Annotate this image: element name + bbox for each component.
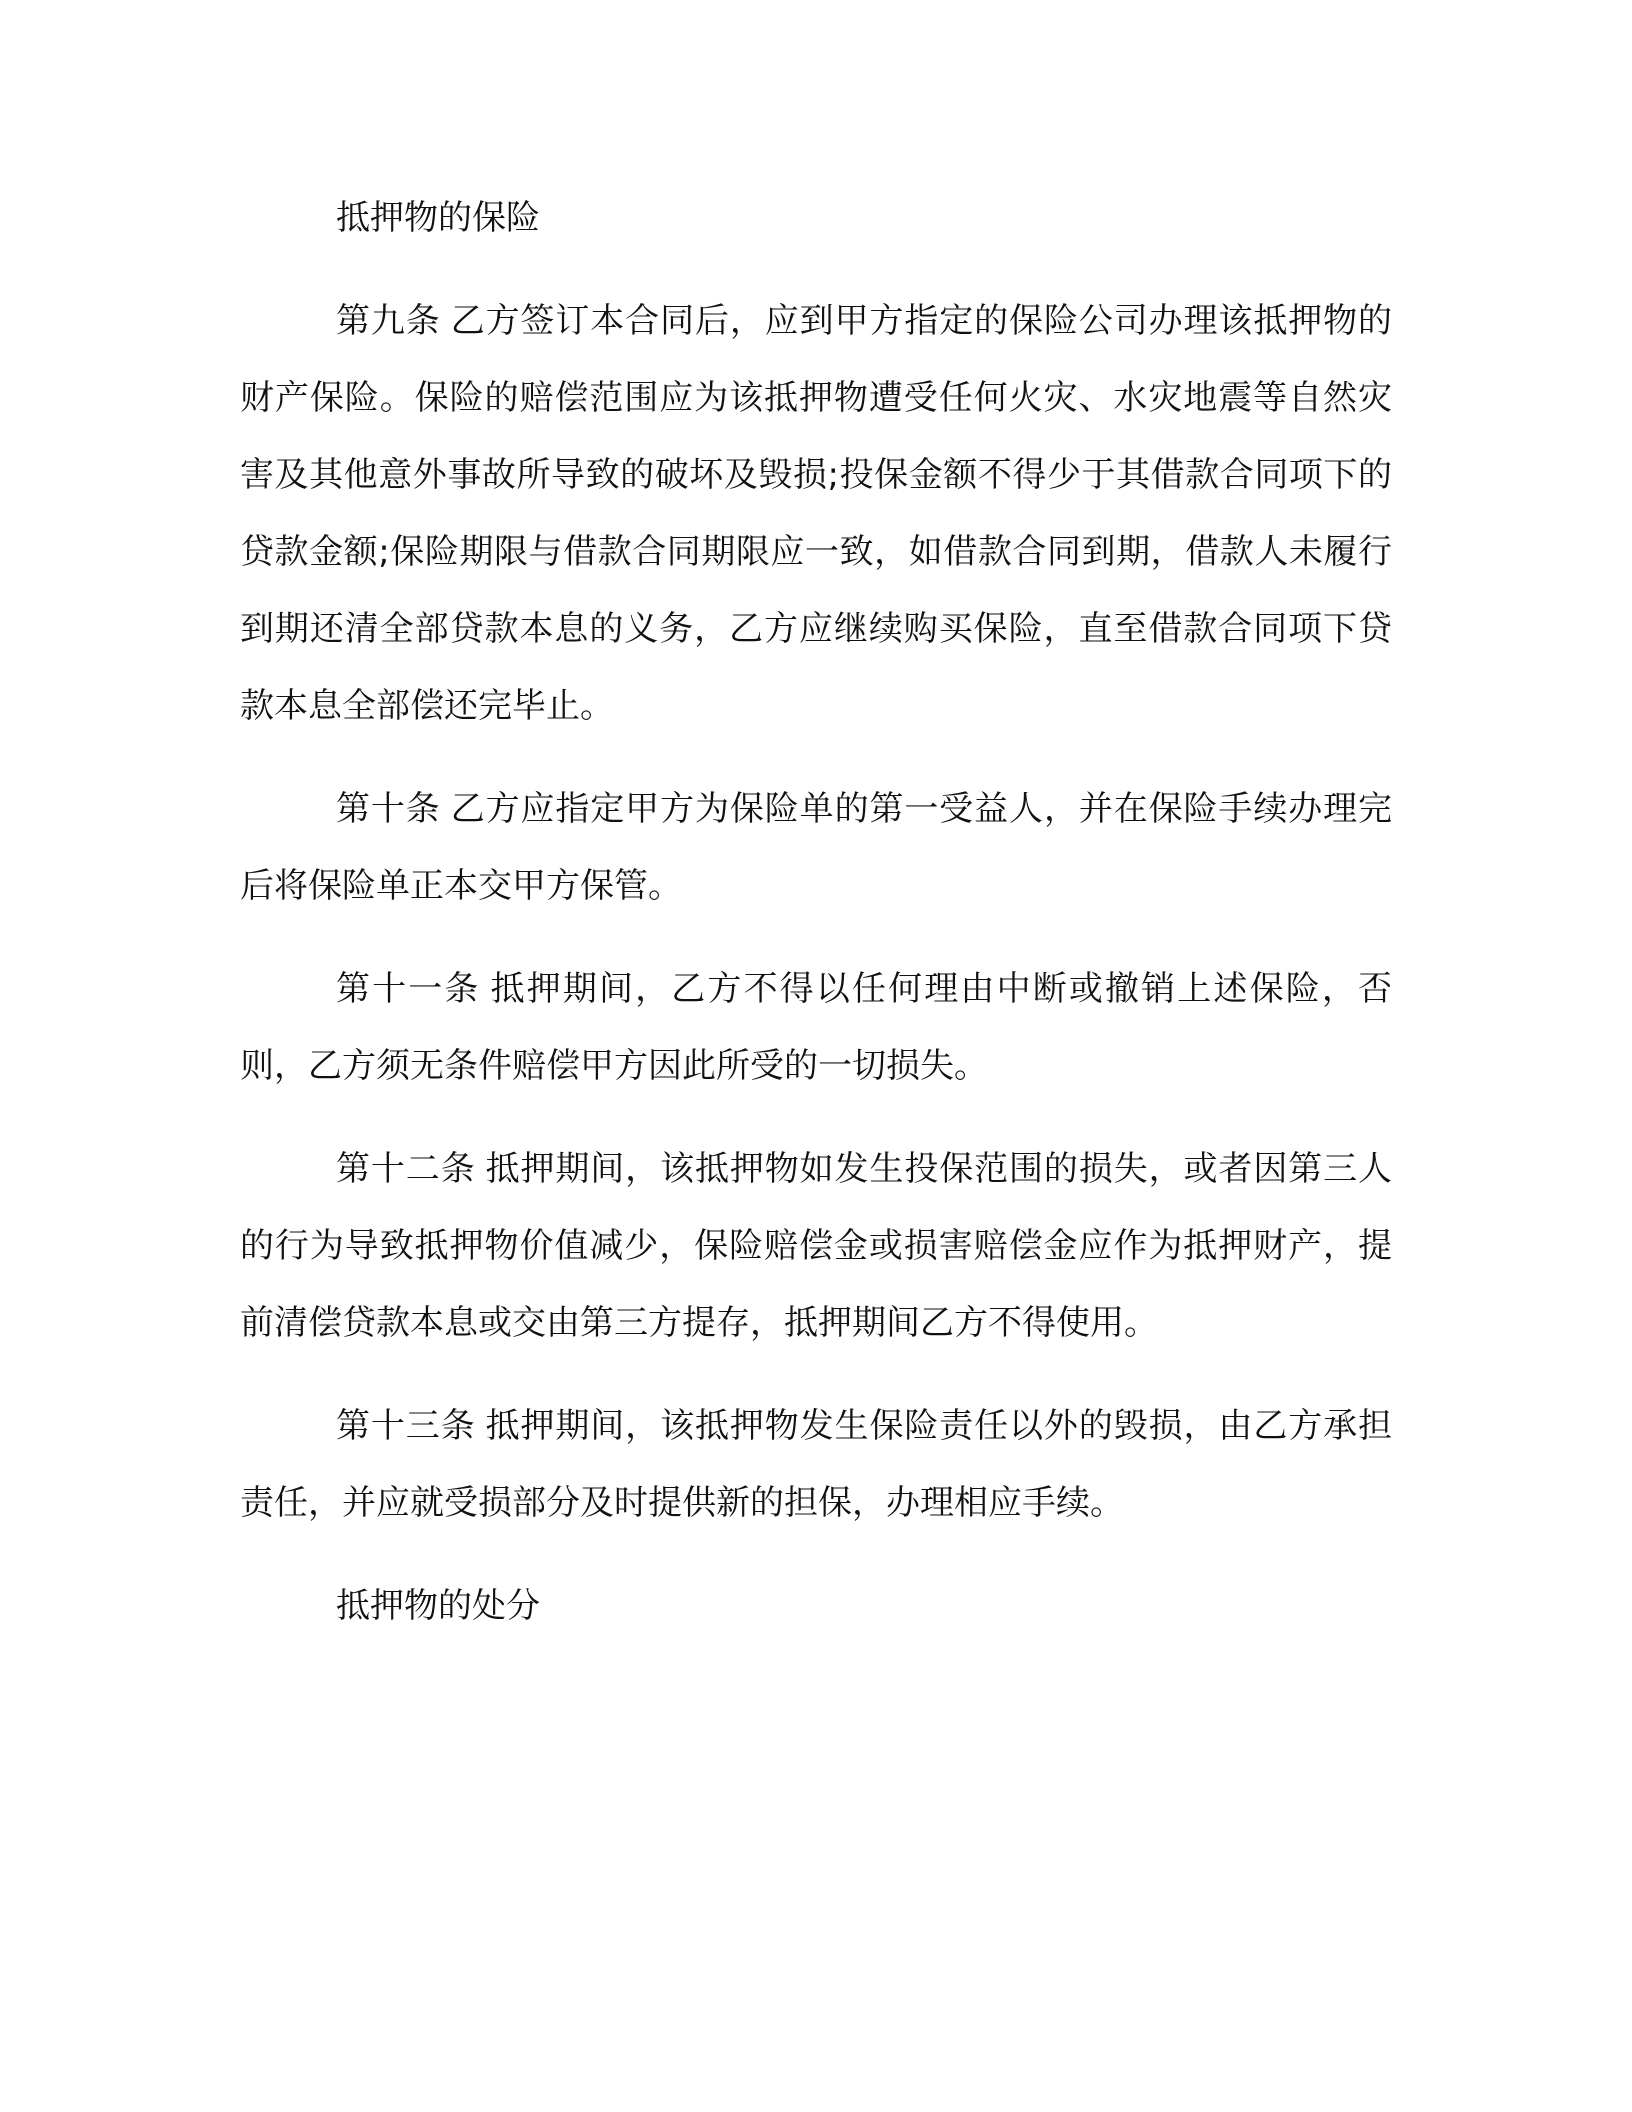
article-text: 乙方签订本合同后，应到甲方指定的保险公司办理该抵押物的财产保险。保险的赔偿范围应为该抵押物遭受任何火灾、水灾地震等自然灾害及其他意外事故所导致的破坏及毁损;投保金额不得少于其借款合同项下的贷款金额;保险期限与借款合同期限应一致，如借款合同到期，借款人未履行到期还清全部贷款本息的义务，乙方应继续购买保险，直至借款合同项下贷款本息全部偿还完毕止。 — [240, 301, 1393, 726]
article-text: 抵押期间，该抵押物如发生投保范围的损失，或者因第三人的行为导致抵押物价值减少，保险赔偿金或损害赔偿金应作为抵押财产，提前清偿贷款本息或交由第三方提存，抵押期间乙方不得使用。 — [240, 1149, 1393, 1343]
section-heading-insurance: 抵押物的保险 — [336, 198, 540, 238]
article-text: 抵押期间，该抵押物发生保险责任以外的毁损，由乙方承担责任，并应就受损部分及时提供新的担保，办理相应手续。 — [240, 1406, 1393, 1523]
article-11 — [240, 951, 1392, 1105]
article-number: 第十条 — [336, 789, 441, 829]
article-9 — [240, 283, 1392, 745]
document-body — [240, 180, 1392, 1671]
article-number: 第十三条 — [336, 1406, 476, 1446]
article-number: 第十二条 — [336, 1149, 476, 1189]
article-text: 抵押期间，乙方不得以任何理由中断或撤销上述保险，否则，乙方须无条件赔偿甲方因此所受的一切损失。 — [240, 969, 1393, 1086]
article-13 — [240, 1388, 1392, 1542]
section-heading-disposal: 抵押物的处分 — [336, 1586, 540, 1626]
article-text: 乙方应指定甲方为保险单的第一受益人，并在保险手续办理完后将保险单正本交甲方保管。 — [240, 789, 1393, 906]
article-number: 第九条 — [336, 301, 441, 341]
article-10 — [240, 771, 1392, 925]
article-number: 第十一条 — [336, 969, 481, 1009]
article-12 — [240, 1131, 1392, 1362]
